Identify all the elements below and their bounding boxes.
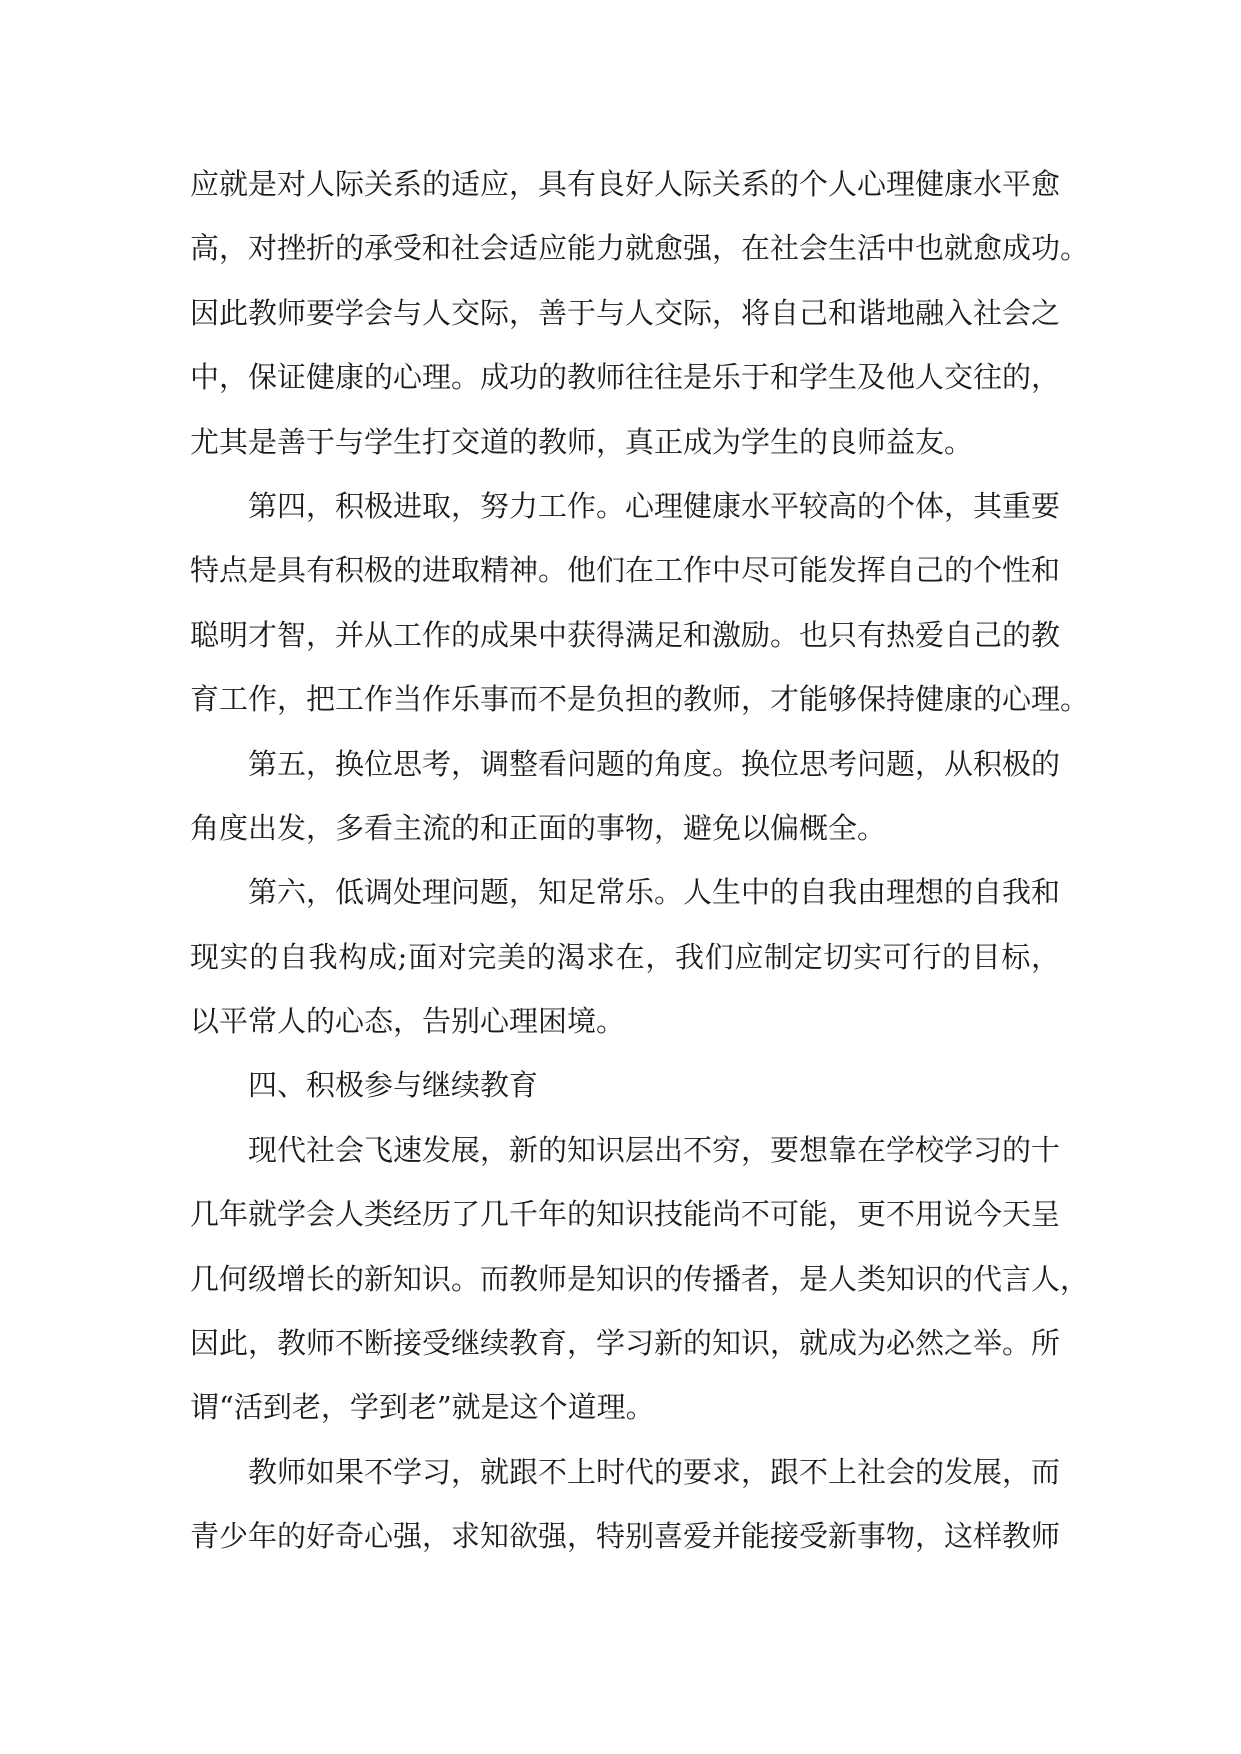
text-line: 四、积极参与继续教育 — [248, 1068, 539, 1103]
text-line: 第四，积极进取，努力工作。心理健康水平较高的个体，其重要 — [248, 488, 1061, 523]
text-line: 青少年的好奇心强，求知欲强，特别喜爱并能接受新事物，这样教师 — [190, 1519, 1061, 1554]
text-line: 聪明才智，并从工作的成果中获得满足和激励。也只有热爱自己的教 — [190, 617, 1061, 652]
text-line: 因此教师要学会与人交际，善于与人交际，将自己和谐地融入社会之 — [190, 295, 1061, 330]
text-line: 应就是对人际关系的适应，具有良好人际关系的个人心理健康水平愈 — [190, 167, 1061, 201]
text-line: 高，对挫折的承受和社会适应能力就愈强，在社会生活中也就愈成功。 — [190, 231, 1090, 266]
text-line: 育工作，把工作当作乐事而不是负担的教师，才能够保持健康的心理。 — [190, 682, 1090, 717]
text-line: 因此，教师不断接受继续教育，学习新的知识，就成为必然之举。所 — [190, 1326, 1061, 1361]
text-line: 几何级增长的新知识。而教师是知识的传播者，是人类知识的代言人， — [190, 1261, 1090, 1296]
text-line: 教师如果不学习，就跟不上时代的要求，跟不上社会的发展，而 — [248, 1454, 1061, 1489]
text-line: 特点是具有积极的进取精神。他们在工作中尽可能发挥自己的个性和 — [190, 553, 1061, 588]
text-line: 角度出发，多看主流的和正面的事物，避免以偏概全。 — [190, 810, 887, 845]
text-line: 第六，低调处理问题，知足常乐。人生中的自我由理想的自我和 — [248, 875, 1061, 910]
text-line: 第五，换位思考，调整看问题的角度。换位思考问题，从积极的 — [248, 746, 1061, 781]
text-line: 几年就学会人类经历了几千年的知识技能尚不可能，更不用说今天呈 — [190, 1197, 1061, 1232]
text-line: 谓“活到老，学到老”就是这个道理。 — [190, 1390, 655, 1425]
text-line: 尤其是善于与学生打交道的教师，真正成为学生的良师益友。 — [190, 424, 974, 459]
text-line: 中，保证健康的心理。成功的教师往往是乐于和学生及他人交往的， — [190, 360, 1061, 395]
text-line: 以平常人的心态，告别心理困境。 — [190, 1004, 626, 1039]
document-body — [190, 152, 1090, 1569]
text-line: 现实的自我构成;面对完美的渴求在，我们应制定切实可行的目标， — [190, 939, 1060, 974]
text-line: 现代社会飞速发展，新的知识层出不穷，要想靠在学校学习的十 — [248, 1132, 1061, 1167]
